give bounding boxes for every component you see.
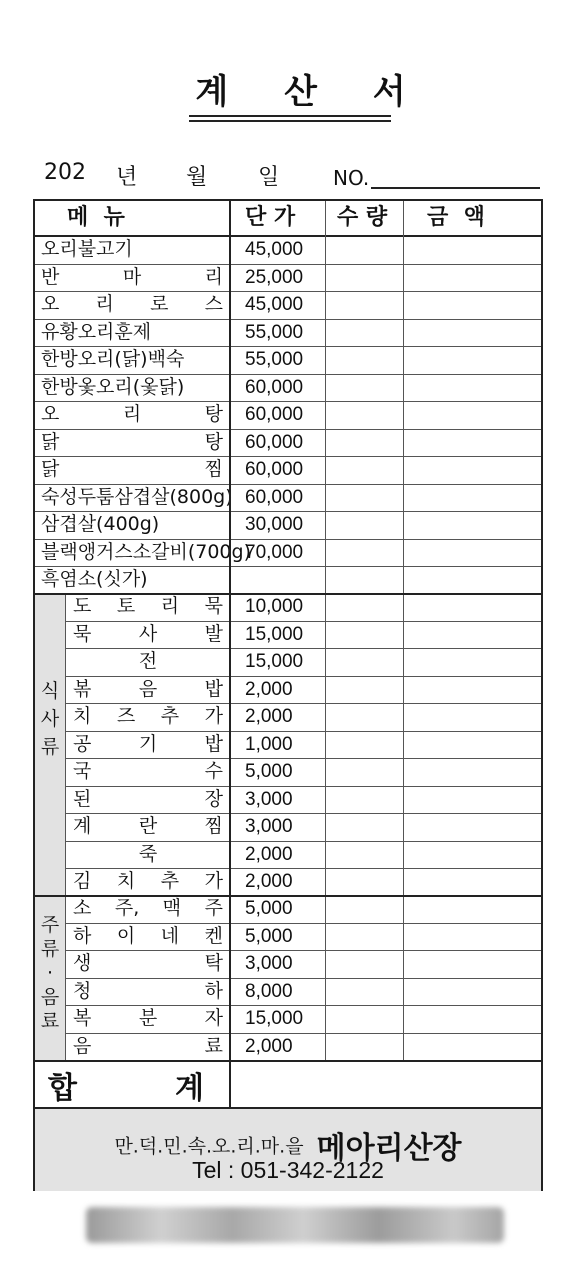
table-row	[35, 950, 541, 978]
table-row	[35, 1033, 541, 1061]
item-name: 닭 탕	[41, 430, 223, 453]
year-unit: 년	[116, 165, 138, 190]
table-row	[35, 731, 541, 759]
header-price: 단 가	[245, 205, 296, 230]
meal-group-top-border	[35, 593, 541, 595]
qty-cell[interactable]	[327, 868, 401, 895]
qty-cell[interactable]	[327, 1033, 401, 1060]
qty-cell[interactable]	[327, 923, 401, 950]
qty-cell[interactable]	[327, 950, 401, 977]
item-name: 죽	[138, 842, 158, 865]
item-name: 묵 사 발	[73, 622, 223, 645]
item-name: 도 토 리 묵	[73, 595, 223, 617]
amount-cell[interactable]	[405, 731, 541, 758]
qty-cell[interactable]	[327, 346, 401, 373]
table-row	[35, 1005, 541, 1033]
item-price: 5,000	[245, 761, 293, 782]
qty-cell[interactable]	[327, 703, 401, 730]
amount-cell[interactable]	[405, 923, 541, 950]
item-name: 한방오리(닭)백숙	[41, 348, 185, 370]
table-row	[35, 456, 541, 484]
qty-cell[interactable]	[327, 511, 401, 538]
item-price: 60,000	[245, 376, 304, 398]
item-name: 계 란 찜	[73, 815, 223, 837]
item-price: 2,000	[245, 843, 293, 865]
table-row	[35, 264, 541, 292]
meal-group-char: 식	[40, 680, 60, 702]
item-price: 45,000	[245, 239, 304, 260]
total-top-border	[35, 1060, 541, 1062]
qty-cell[interactable]	[327, 895, 401, 922]
qty-cell[interactable]	[327, 291, 401, 318]
qty-cell[interactable]	[327, 374, 401, 401]
item-price: 60,000	[245, 431, 304, 453]
table-row	[35, 511, 541, 539]
amount-cell[interactable]	[405, 621, 541, 648]
amount-cell[interactable]	[405, 511, 541, 538]
item-price: 3,000	[245, 953, 293, 974]
qty-cell[interactable]	[327, 319, 401, 346]
table-row	[35, 236, 541, 264]
qty-cell[interactable]	[327, 841, 401, 868]
amount-cell[interactable]	[405, 236, 541, 263]
item-price: 15,000	[245, 651, 304, 672]
qty-cell[interactable]	[327, 456, 401, 483]
drink-group-char: ·	[46, 962, 54, 984]
table-row	[35, 841, 541, 869]
item-name: 블랙앵거스소갈비(700g)	[41, 540, 251, 563]
item-name: 오 리 로 스	[41, 293, 223, 315]
amount-cell[interactable]	[405, 950, 541, 977]
qty-cell[interactable]	[327, 429, 401, 456]
meal-group-char: 류	[40, 736, 60, 758]
item-name: 치 즈 추 가	[73, 705, 223, 727]
amount-cell[interactable]	[405, 895, 541, 922]
table-row	[35, 539, 541, 567]
group-column-divider	[65, 593, 66, 1060]
footer	[35, 1109, 541, 1191]
amount-cell[interactable]	[405, 978, 541, 1005]
table-row	[35, 319, 541, 347]
qty-cell[interactable]	[327, 539, 401, 566]
amount-cell[interactable]	[405, 346, 541, 373]
item-price: 2,000	[245, 871, 293, 892]
table-row	[35, 786, 541, 814]
amount-cell[interactable]	[405, 703, 541, 730]
item-name: 반 마 리	[41, 265, 223, 288]
table-row	[35, 978, 541, 1006]
amount-cell[interactable]	[405, 264, 541, 291]
day-unit: 일	[258, 165, 280, 190]
total-label-1: 합	[48, 1071, 77, 1106]
receipt-no-label: NO.	[333, 166, 370, 190]
table-row	[35, 758, 541, 786]
drink-group-char: 류	[40, 938, 60, 960]
table-row	[35, 813, 541, 841]
item-price: 70,000	[245, 541, 304, 563]
title-underline-bottom	[189, 120, 391, 122]
item-price: 1,000	[245, 733, 293, 755]
item-name: 삼겹살(400g)	[41, 513, 160, 535]
item-name: 한방옻오리(옻닭)	[41, 375, 185, 398]
item-name: 흑염소(싯가)	[41, 568, 148, 590]
price-column-divider	[229, 201, 231, 1107]
item-name: 복 분 자	[73, 1007, 223, 1029]
amount-cell[interactable]	[405, 676, 541, 703]
item-name: 공 기 밥	[73, 732, 223, 755]
item-price: 15,000	[245, 1008, 304, 1029]
item-name: 생 탁	[73, 952, 223, 974]
amount-cell[interactable]	[405, 539, 541, 566]
village-name: 만.덕.민.속.오.리.마.을	[114, 1135, 304, 1158]
item-price: 10,000	[245, 596, 304, 617]
receipt-table	[33, 199, 543, 1191]
table-row	[35, 401, 541, 429]
qty-cell[interactable]	[327, 1005, 401, 1032]
amount-cell[interactable]	[405, 429, 541, 456]
qty-cell[interactable]	[327, 813, 401, 840]
table-row	[35, 648, 541, 676]
header-menu: 메 뉴	[67, 205, 125, 230]
amount-cell[interactable]	[405, 593, 541, 620]
qty-cell[interactable]	[327, 401, 401, 428]
item-price: 30,000	[245, 514, 304, 535]
qty-column-divider	[325, 201, 326, 1060]
amount-cell[interactable]	[405, 401, 541, 428]
receipt-no-field[interactable]	[371, 187, 540, 189]
drink-group-char: 주	[40, 914, 60, 936]
item-name: 김 치 추 가	[73, 870, 223, 892]
item-price: 5,000	[245, 925, 293, 947]
amount-cell[interactable]	[405, 319, 541, 346]
table-row	[35, 895, 541, 923]
qty-cell[interactable]	[327, 731, 401, 758]
amount-cell[interactable]	[405, 758, 541, 785]
table-row	[35, 593, 541, 621]
table-row	[35, 923, 541, 951]
item-name: 오 리 탕	[41, 403, 223, 425]
header-amount: 금 액	[427, 205, 485, 230]
item-name: 볶 음 밥	[73, 677, 223, 700]
title-underline-top	[189, 115, 391, 117]
item-price: 60,000	[245, 404, 304, 425]
table-row	[35, 374, 541, 402]
table-row	[35, 868, 541, 896]
drink-group-char: 음	[40, 986, 60, 1008]
item-price: 45,000	[245, 294, 304, 315]
item-name: 오리불고기	[41, 238, 133, 260]
meal-group-char: 사	[40, 708, 60, 730]
table-row	[35, 346, 541, 374]
month-unit: 월	[186, 165, 208, 190]
item-name: 소 주, 맥 주	[73, 897, 223, 919]
item-name: 된 장	[73, 787, 223, 810]
qty-cell[interactable]	[327, 566, 401, 593]
qty-cell[interactable]	[327, 978, 401, 1005]
item-name: 청 하	[73, 979, 223, 1002]
blurred-strip	[86, 1207, 504, 1243]
amount-cell[interactable]	[405, 841, 541, 868]
table-row	[35, 484, 541, 512]
table-row	[35, 621, 541, 649]
item-name: 하 이 네 켄	[73, 924, 223, 947]
qty-cell[interactable]	[327, 648, 401, 675]
amount-cell[interactable]	[405, 1033, 541, 1060]
item-price: 25,000	[245, 266, 304, 288]
page-title: 계 산 서	[195, 72, 428, 112]
qty-cell[interactable]	[327, 676, 401, 703]
item-price: 2,000	[245, 706, 293, 727]
item-price: 2,000	[245, 1035, 293, 1057]
qty-cell[interactable]	[327, 484, 401, 511]
qty-cell[interactable]	[327, 786, 401, 813]
amount-cell[interactable]	[405, 786, 541, 813]
item-price: 2,000	[245, 678, 293, 700]
table-row	[35, 703, 541, 731]
amount-cell[interactable]	[405, 484, 541, 511]
qty-cell[interactable]	[327, 593, 401, 620]
item-price: 60,000	[245, 486, 304, 508]
qty-cell[interactable]	[327, 236, 401, 263]
qty-cell[interactable]	[327, 758, 401, 785]
amount-cell[interactable]	[405, 456, 541, 483]
item-price: 3,000	[245, 788, 293, 810]
qty-cell[interactable]	[327, 264, 401, 291]
item-name: 전	[138, 650, 158, 672]
amount-cell[interactable]	[405, 1005, 541, 1032]
table-row	[35, 676, 541, 704]
item-name: 음 료	[73, 1034, 223, 1057]
item-name: 닭 찜	[41, 458, 223, 480]
amount-cell[interactable]	[405, 813, 541, 840]
year-value: 202	[44, 160, 86, 185]
qty-cell[interactable]	[327, 621, 401, 648]
amount-cell[interactable]	[405, 868, 541, 895]
amount-column-divider	[403, 201, 404, 1060]
item-name: 유황오리훈제	[41, 320, 152, 343]
table-row	[35, 566, 541, 594]
table-row	[35, 291, 541, 319]
item-price: 60,000	[245, 459, 304, 480]
item-price: 3,000	[245, 816, 293, 837]
item-price: 55,000	[245, 321, 304, 343]
amount-cell[interactable]	[405, 291, 541, 318]
header-qty: 수 량	[337, 205, 388, 230]
drink-group-top-border	[35, 895, 541, 897]
phone-number: Tel : 051-342-2122	[192, 1157, 384, 1183]
amount-cell[interactable]	[405, 648, 541, 675]
item-price: 55,000	[245, 349, 304, 370]
brand-name: 메아리산장	[316, 1131, 462, 1166]
item-price: 15,000	[245, 623, 304, 645]
total-label-2: 계	[175, 1071, 204, 1106]
item-price: 8,000	[245, 980, 293, 1002]
amount-cell[interactable]	[405, 374, 541, 401]
drink-group-char: 료	[40, 1010, 60, 1032]
item-price: 5,000	[245, 898, 293, 919]
item-name: 숙성두툼삼겹살(800g)	[41, 485, 233, 508]
amount-cell[interactable]	[405, 566, 541, 593]
table-row	[35, 429, 541, 457]
item-name: 국 수	[73, 760, 223, 782]
